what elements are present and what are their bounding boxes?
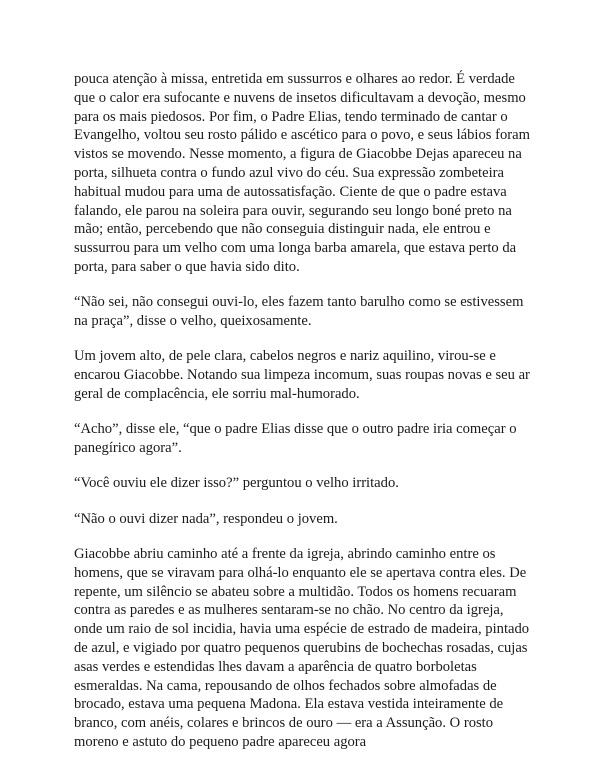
paragraph-5: “Você ouviu ele dizer isso?” perguntou o velho irritado. <box>74 475 399 492</box>
paragraph-3: Um jovem alto, de pele clara, cabelos negros e nariz aquilino, virou-se e encarou Giacobbe. Notando sua limpeza incomum, suas roupas novas e seu ar geral de complacência, ele sorriu mal-humorado. <box>74 348 530 402</box>
paragraph-2: “Não sei, não consegui ouvi-lo, eles fazem tanto barulho como se estivessem na praça”, disse o velho, queixosamente. <box>74 294 524 330</box>
document-page <box>74 70 530 768</box>
paragraph-7: Giacobbe abriu caminho até a frente da igreja, abrindo caminho entre os homens, que se viravam para olhá-lo enquanto ele se apertava contra eles. De repente, um silêncio se abateu sobre a multidão. Todos os homens recuaram contra as paredes e as mulheres sentaram-se no chão. No centro da igreja, onde um raio de sol incidia, havia uma espécie de estrado de madeira, pintado de azul, e vigiado por quatro pequenos querubins de bochechas rosadas, cujas asas verdes e estendidas lhes davam a aparência de quatro borboletas esmeraldas. Na cama, repousando de olhos fechados sobre almofadas de brocado, estava uma pequena Madona. Ela estava vestida inteiramente de branco, com anéis, colares e brincos de ouro — era a Assunção. O rosto moreno e astuto do pequeno padre apareceu agora <box>74 545 530 750</box>
paragraph-4: “Acho”, disse ele, “que o padre Elias disse que o outro padre iria começar o panegírico agora”. <box>74 421 517 457</box>
paragraph-1: pouca atenção à missa, entretida em sussurros e olhares ao redor. É verdade que o calor era sufocante e nuvens de insetos dificultavam a devoção, mesmo para os mais piedosos. Por fim, o Padre Elias, tendo terminado de cantar o Evangelho, voltou seu rosto pálido e ascético para o povo, e seus lábios foram vistos se movendo. Nesse momento, a figura de Giacobbe Dejas apareceu na porta, silhueta contra o fundo azul vivo do céu. Sua expressão zombeteira habitual mudou para uma de autossatisfação. Ciente de que o padre estava falando, ele parou na soleira para ouvir, segurando seu longo boné preto na mão; então, percebendo que não conseguia distinguir nada, ele entrou e sussurrou para um velho com uma longa barba amarela, que estava perto da porta, para saber o que havia sido dito. <box>74 71 530 275</box>
paragraph-6: “Não o ouvi dizer nada”, respondeu o jovem. <box>74 510 338 527</box>
